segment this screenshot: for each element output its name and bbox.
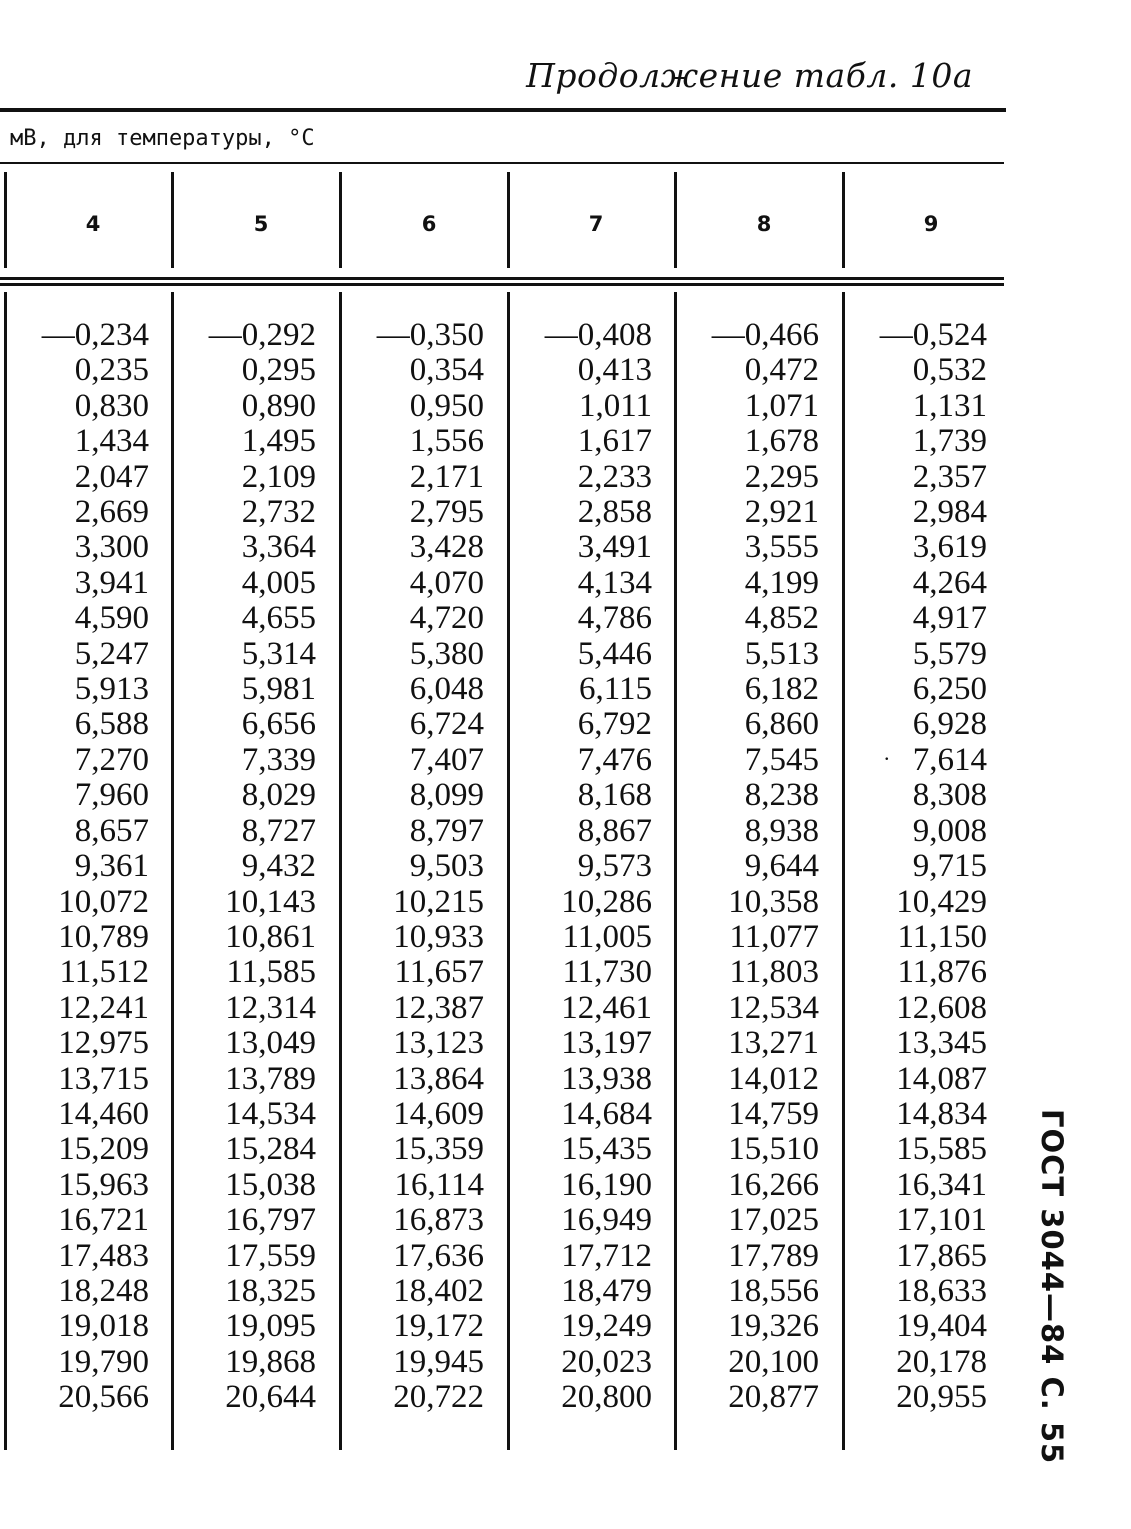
table-cell: 12,387	[393, 989, 484, 1026]
table-cell: 17,712	[561, 1237, 652, 1274]
table-cell: 16,721	[58, 1202, 149, 1239]
table-cell: 13,715	[58, 1060, 149, 1097]
table-cell: 12,608	[896, 989, 987, 1026]
table-cell: 3,300	[74, 529, 149, 566]
table-cell: 14,684	[561, 1095, 652, 1132]
table-cell: 20,023	[561, 1343, 652, 1380]
table-caption: Продолжение табл. 10а	[526, 56, 973, 95]
table-cell: 2,795	[409, 494, 484, 531]
table-cell: 7,407	[409, 741, 484, 778]
table-cell: 11,005	[562, 918, 652, 955]
table-cell: 5,981	[241, 671, 316, 708]
page-identifier	[1035, 1109, 1091, 1465]
column-values-7	[490, 318, 652, 1416]
table-cell: 12,314	[225, 989, 316, 1026]
table-cell: 16,190	[561, 1166, 652, 1203]
table-cell: 14,087	[896, 1060, 987, 1097]
table-cell: 9,573	[577, 848, 652, 885]
column-header: 7	[588, 212, 604, 236]
table-cell: 10,143	[225, 883, 316, 920]
table-cell: 2,047	[74, 458, 149, 495]
table-cell: —0,408	[544, 317, 652, 353]
table-cell: —0,234	[41, 317, 149, 353]
table-cell: 4,199	[744, 564, 819, 601]
table-cell: 9,432	[241, 848, 316, 885]
table-cell: 3,428	[409, 529, 484, 566]
table-cell: 0,532	[912, 352, 987, 389]
subheader-rule	[0, 162, 1004, 164]
table-cell: 2,295	[744, 458, 819, 495]
table-cell: 15,585	[896, 1131, 987, 1168]
table-cell: 6,182	[744, 671, 819, 708]
table-cell: 18,402	[393, 1272, 484, 1309]
table-cell: 0,890	[241, 387, 316, 424]
column-header: 8	[756, 212, 772, 236]
table-cell: 10,358	[728, 883, 819, 920]
table-cell: 16,266	[728, 1166, 819, 1203]
table-cell: 20,644	[225, 1379, 316, 1416]
table-cell: 5,247	[74, 635, 149, 672]
table-cell: —0,292	[208, 317, 316, 353]
column-header: 4	[85, 212, 101, 236]
column-header: 9	[923, 212, 939, 236]
table-cell: 15,435	[561, 1131, 652, 1168]
table-cell: 16,873	[393, 1202, 484, 1239]
table-cell: 15,284	[225, 1131, 316, 1168]
table-cell: 20,722	[393, 1379, 484, 1416]
table-cell: 5,579	[912, 635, 987, 672]
table-cell: 13,049	[225, 1025, 316, 1062]
table-cell: 0,235	[74, 352, 149, 389]
table-cell: 0,354	[409, 352, 484, 389]
table-cell: 6,656	[241, 706, 316, 743]
table-cell: 8,727	[241, 812, 316, 849]
column-values-9	[825, 318, 987, 1416]
table-cell: 9,715	[912, 848, 987, 885]
table-cell: 11,077	[729, 918, 819, 955]
table-cell: 5,513	[744, 635, 819, 672]
table-cell: 8,938	[744, 812, 819, 849]
table-cell: 1,131	[912, 387, 987, 424]
table-cell: 19,095	[225, 1308, 316, 1345]
table-cell: 11,657	[394, 954, 484, 991]
table-cell: 19,790	[58, 1343, 149, 1380]
table-cell: 6,792	[577, 706, 652, 743]
table-cell: 14,609	[393, 1095, 484, 1132]
table-cell: 20,955	[896, 1379, 987, 1416]
table-cell: 11,803	[729, 954, 819, 991]
table-cell: 14,759	[728, 1095, 819, 1132]
table-cell: 10,072	[58, 883, 149, 920]
table-cell: 13,197	[561, 1025, 652, 1062]
table-cell: 9,361	[74, 848, 149, 885]
table-cell: 5,380	[409, 635, 484, 672]
table-cell: 14,460	[58, 1095, 149, 1132]
table-cell: 13,789	[225, 1060, 316, 1097]
table-cell: 4,655	[241, 600, 316, 637]
table-cell: 19,868	[225, 1343, 316, 1380]
table-cell: 20,100	[728, 1343, 819, 1380]
unit-label: мВ, для температуры, °С	[10, 126, 315, 151]
table-cell: 16,114	[394, 1166, 484, 1203]
table-cell: 16,341	[896, 1166, 987, 1203]
table-cell: 13,345	[896, 1025, 987, 1062]
table-cell: 13,864	[393, 1060, 484, 1097]
table-cell: 3,619	[912, 529, 987, 566]
table-cell: 8,657	[74, 812, 149, 849]
table-cell: 2,732	[241, 494, 316, 531]
table-cell: 1,617	[577, 423, 652, 460]
table-cell: 7,545	[744, 741, 819, 778]
table-cell: 4,590	[74, 600, 149, 637]
table-cell: 19,172	[393, 1308, 484, 1345]
column-values-4	[0, 318, 149, 1416]
table-cell: 18,633	[896, 1272, 987, 1309]
table-cell: 1,071	[744, 387, 819, 424]
table-cell: 4,134	[577, 564, 652, 601]
table-cell: 14,012	[728, 1060, 819, 1097]
table-cell: 20,800	[561, 1379, 652, 1416]
table-cell: 6,928	[912, 706, 987, 743]
table-cell: 19,326	[728, 1308, 819, 1345]
table-cell: 8,029	[241, 777, 316, 814]
table-cell: 2,357	[912, 458, 987, 495]
table-cell: 12,534	[728, 989, 819, 1026]
table-cell: 2,921	[744, 494, 819, 531]
table-cell: 11,585	[226, 954, 316, 991]
header-divider	[4, 172, 7, 268]
table-cell: 7,614	[912, 741, 987, 778]
table-cell: 1,011	[578, 387, 652, 424]
table-cell: 15,359	[393, 1131, 484, 1168]
table-cell: 6,588	[74, 706, 149, 743]
table-cell: 17,025	[728, 1202, 819, 1239]
table-cell: 7,476	[577, 741, 652, 778]
table-cell: 13,938	[561, 1060, 652, 1097]
table-cell: 11,730	[562, 954, 652, 991]
column-header: 5	[253, 212, 269, 236]
table-cell: 8,308	[912, 777, 987, 814]
column-header: 6	[421, 212, 437, 236]
table-cell: 15,038	[225, 1166, 316, 1203]
table-cell: 14,534	[225, 1095, 316, 1132]
table-cell: 11,150	[897, 918, 987, 955]
table-cell: 16,797	[225, 1202, 316, 1239]
table-cell: 8,099	[409, 777, 484, 814]
table-cell: 13,271	[728, 1025, 819, 1062]
table-cell: 20,178	[896, 1343, 987, 1380]
table-cell: 2,233	[577, 458, 652, 495]
table-cell: 5,913	[74, 671, 149, 708]
table-cell: 20,566	[58, 1379, 149, 1416]
table-cell: 0,830	[74, 387, 149, 424]
table-cell: 1,495	[241, 423, 316, 460]
table-cell: 1,739	[912, 423, 987, 460]
table-cell: 17,483	[58, 1237, 149, 1274]
table-cell: 7,270	[74, 741, 149, 778]
table-cell: 6,250	[912, 671, 987, 708]
table-cell: 0,413	[577, 352, 652, 389]
table-cell: 18,248	[58, 1272, 149, 1309]
table-cell: 3,555	[744, 529, 819, 566]
table-cell: 7,339	[241, 741, 316, 778]
table-cell: 5,446	[577, 635, 652, 672]
table-cell: 14,834	[896, 1095, 987, 1132]
table-cell: 6,724	[409, 706, 484, 743]
table-cell: 9,644	[744, 848, 819, 885]
table-cell: 19,945	[393, 1343, 484, 1380]
table-cell: 0,295	[241, 352, 316, 389]
table-cell: 11,876	[897, 954, 987, 991]
table-cell: 16,949	[561, 1202, 652, 1239]
table-cell: 4,852	[744, 600, 819, 637]
table-cell: 17,101	[896, 1202, 987, 1239]
table-cell: 2,109	[241, 458, 316, 495]
table-cell: —0,350	[376, 317, 484, 353]
column-values-6	[322, 318, 484, 1416]
header-double-rule-top	[0, 277, 1004, 280]
print-speck: .	[884, 740, 890, 765]
table-cell: 3,491	[577, 529, 652, 566]
table-cell: 6,048	[409, 671, 484, 708]
table-cell: 5,314	[241, 635, 316, 672]
top-rule	[0, 108, 1006, 112]
table-cell: 2,984	[912, 494, 987, 531]
table-cell: 18,479	[561, 1272, 652, 1309]
table-cell: 4,917	[912, 600, 987, 637]
table-cell: 7,960	[74, 777, 149, 814]
table-cell: 19,018	[58, 1308, 149, 1345]
table-cell: 15,963	[58, 1166, 149, 1203]
table-cell: 10,861	[225, 918, 316, 955]
table-cell: 2,171	[409, 458, 484, 495]
table-cell: 0,950	[409, 387, 484, 424]
table-cell: 11,512	[59, 954, 149, 991]
table-cell: 10,286	[561, 883, 652, 920]
table-cell: 4,264	[912, 564, 987, 601]
table-cell: 18,556	[728, 1272, 819, 1309]
table-cell: 8,238	[744, 777, 819, 814]
header-double-rule-bottom	[0, 283, 1004, 286]
table-cell: 19,249	[561, 1308, 652, 1345]
table-cell: 1,556	[409, 423, 484, 460]
table-cell: 6,115	[578, 671, 652, 708]
table-cell: 4,070	[409, 564, 484, 601]
table-cell: 12,241	[58, 989, 149, 1026]
table-cell: 17,636	[393, 1237, 484, 1274]
table-cell: —0,466	[711, 317, 819, 353]
table-cell: 3,364	[241, 529, 316, 566]
table-cell: 3,941	[74, 564, 149, 601]
table-cell: 10,789	[58, 918, 149, 955]
table-cell: 17,789	[728, 1237, 819, 1274]
table-cell: 8,867	[577, 812, 652, 849]
table-cell: 9,008	[912, 812, 987, 849]
table-cell: 15,209	[58, 1131, 149, 1168]
table-cell: 9,503	[409, 848, 484, 885]
table-cell: 4,005	[241, 564, 316, 601]
table-cell: 6,860	[744, 706, 819, 743]
column-values-8	[657, 318, 819, 1416]
table-cell: 12,461	[561, 989, 652, 1026]
table-cell: 2,669	[74, 494, 149, 531]
table-cell: —0,524	[879, 317, 987, 353]
column-values-5	[154, 318, 316, 1416]
table-cell: 8,168	[577, 777, 652, 814]
table-cell: 10,429	[896, 883, 987, 920]
table-cell: 10,933	[393, 918, 484, 955]
table-cell: 19,404	[896, 1308, 987, 1345]
table-cell: 0,472	[744, 352, 819, 389]
table-cell: 1,434	[74, 423, 149, 460]
table-cell: 20,877	[728, 1379, 819, 1416]
table-cell: 2,858	[577, 494, 652, 531]
table-cell: 15,510	[728, 1131, 819, 1168]
table-cell: 1,678	[744, 423, 819, 460]
table-cell: 12,975	[58, 1025, 149, 1062]
table-cell: 13,123	[393, 1025, 484, 1062]
page-identifier-text: ГОСТ 3044—84 С. 55	[1035, 1109, 1069, 1465]
table-cell: 4,720	[409, 600, 484, 637]
table-cell: 8,797	[409, 812, 484, 849]
table-cell: 18,325	[225, 1272, 316, 1309]
table-cell: 17,865	[896, 1237, 987, 1274]
table-cell: 4,786	[577, 600, 652, 637]
table-cell: 10,215	[393, 883, 484, 920]
table-cell: 17,559	[225, 1237, 316, 1274]
